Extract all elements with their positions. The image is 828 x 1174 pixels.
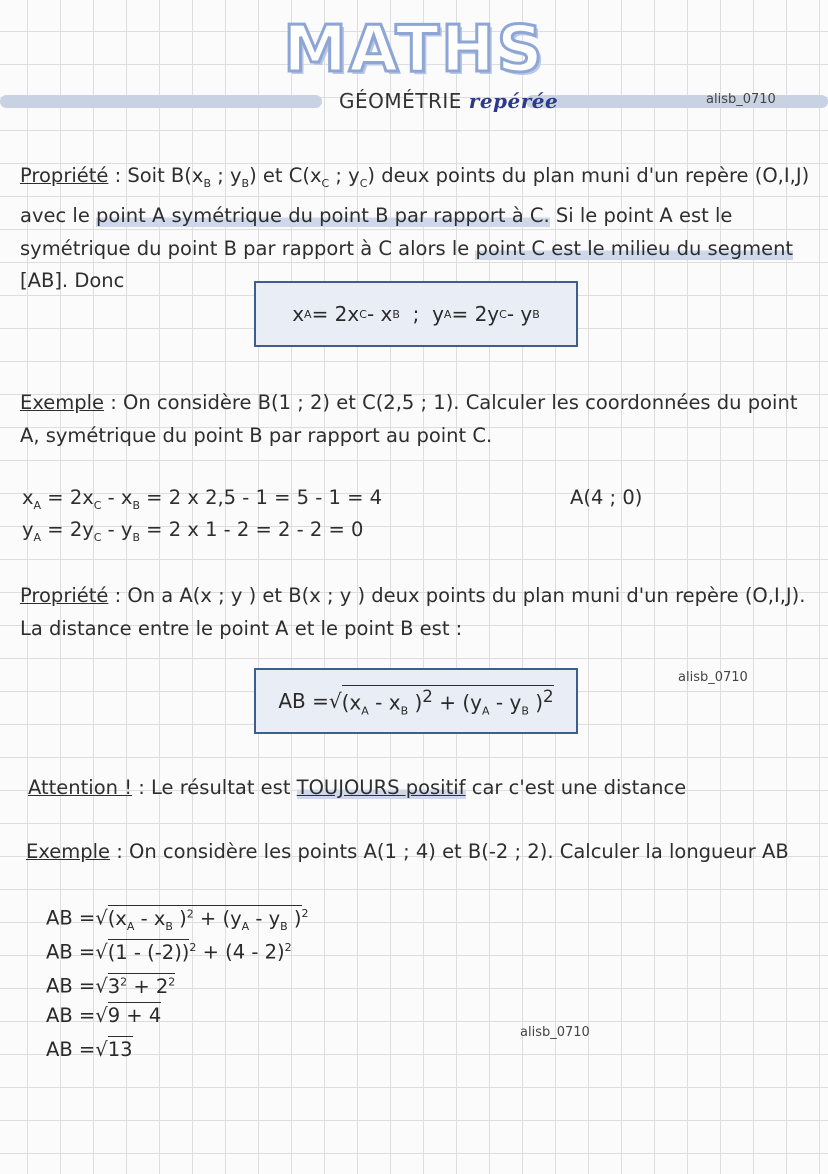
example-1-line-y: $y_A = 2y_C - y_B = 2$ x 1 - 2 = 2 - 2 = 0	[22, 518, 364, 544]
property-1: Propriété : Soit $B(x_B$ ; $y_B$) et $C(x_C$ ; $y_C$) deux points du plan muni d'un repère (O,I,J) avec le point A symétrique du point B par rapport à C. Si le point A est le symétrique du point B par rapport à C alors le point C est le milieu du segment [AB]. Donc	[20, 164, 810, 293]
example-2: Exemple : On considère les points A(1 ; 4) et B(-2 ; 2). Calculer la longueur AB	[26, 840, 789, 863]
attention-note: Attention ! : Le résultat est TOUJOURS positif car c'est une distance	[28, 776, 687, 799]
attention-highlight: TOUJOURS positif	[296, 776, 466, 799]
watermark: alisb_0710	[520, 1025, 590, 1040]
example-2-step-4: AB =√9 + 4	[46, 1004, 162, 1027]
example-1-line-x: $x_A = 2x_C - x_B = 2$ x 2,5 - 1 = 5 - 1 = 4	[22, 486, 383, 512]
watermark: alisb_0710	[706, 92, 776, 107]
example-1-result: A(4 ; 0)	[570, 486, 643, 509]
formula-box-distance: AB = √ ($x_A - x_B$ )$^2 + (y_A - y_B$ )$^2$	[254, 668, 578, 734]
page-title: MATHS	[283, 13, 545, 87]
property-1-highlight-2: point C est le milieu du segment	[475, 236, 794, 260]
formula-box-symmetric: x A = 2x C - x B ; y A = 2y C - y B	[254, 281, 578, 347]
page-subtitle	[339, 86, 558, 116]
subtitle-plain: GÉOMÉTRIE	[339, 89, 462, 113]
example-2-step-2: AB =√(1 - (-2))$^2$ + (4 - 2)$^2$	[46, 940, 292, 964]
property-1-highlight-1: point A symétrique du point B par rapport à C.	[96, 204, 550, 228]
property-1-label: Propriété	[20, 164, 109, 187]
property-2-label: Propriété	[20, 584, 109, 607]
header-band-right	[526, 95, 828, 108]
watermark: alisb_0710	[678, 670, 748, 685]
attention-label: Attention !	[28, 776, 133, 799]
subtitle-accent: repérée	[468, 89, 559, 113]
header-band-left	[0, 95, 322, 108]
example-2-label: Exemple	[26, 840, 111, 863]
example-1-label: Exemple	[20, 391, 105, 414]
distance-radicand: ($x_A - x_B$ )$^2 + (y_A - y_B$ )$^2$	[341, 686, 554, 718]
example-2-step-5: AB =√13	[46, 1038, 133, 1061]
example-2-step-1: AB $=√(x_A - x_B$ )$^2 + (y_A - y_B$ )$^2$	[46, 906, 309, 933]
property-2: Propriété : On a A(x ; y ) et B(x ; y ) deux points du plan muni d'un repère (O,I,J). La distance entre le point A et le point B est :	[20, 584, 806, 640]
example-2-step-3: AB $=√3^2 + 2^2$	[46, 974, 176, 998]
example-1: Exemple : On considère B(1 ; 2) et C(2,5 ; 1). Calculer les coordonnées du point A, symétrique du point B par rapport au point C.	[20, 391, 798, 447]
